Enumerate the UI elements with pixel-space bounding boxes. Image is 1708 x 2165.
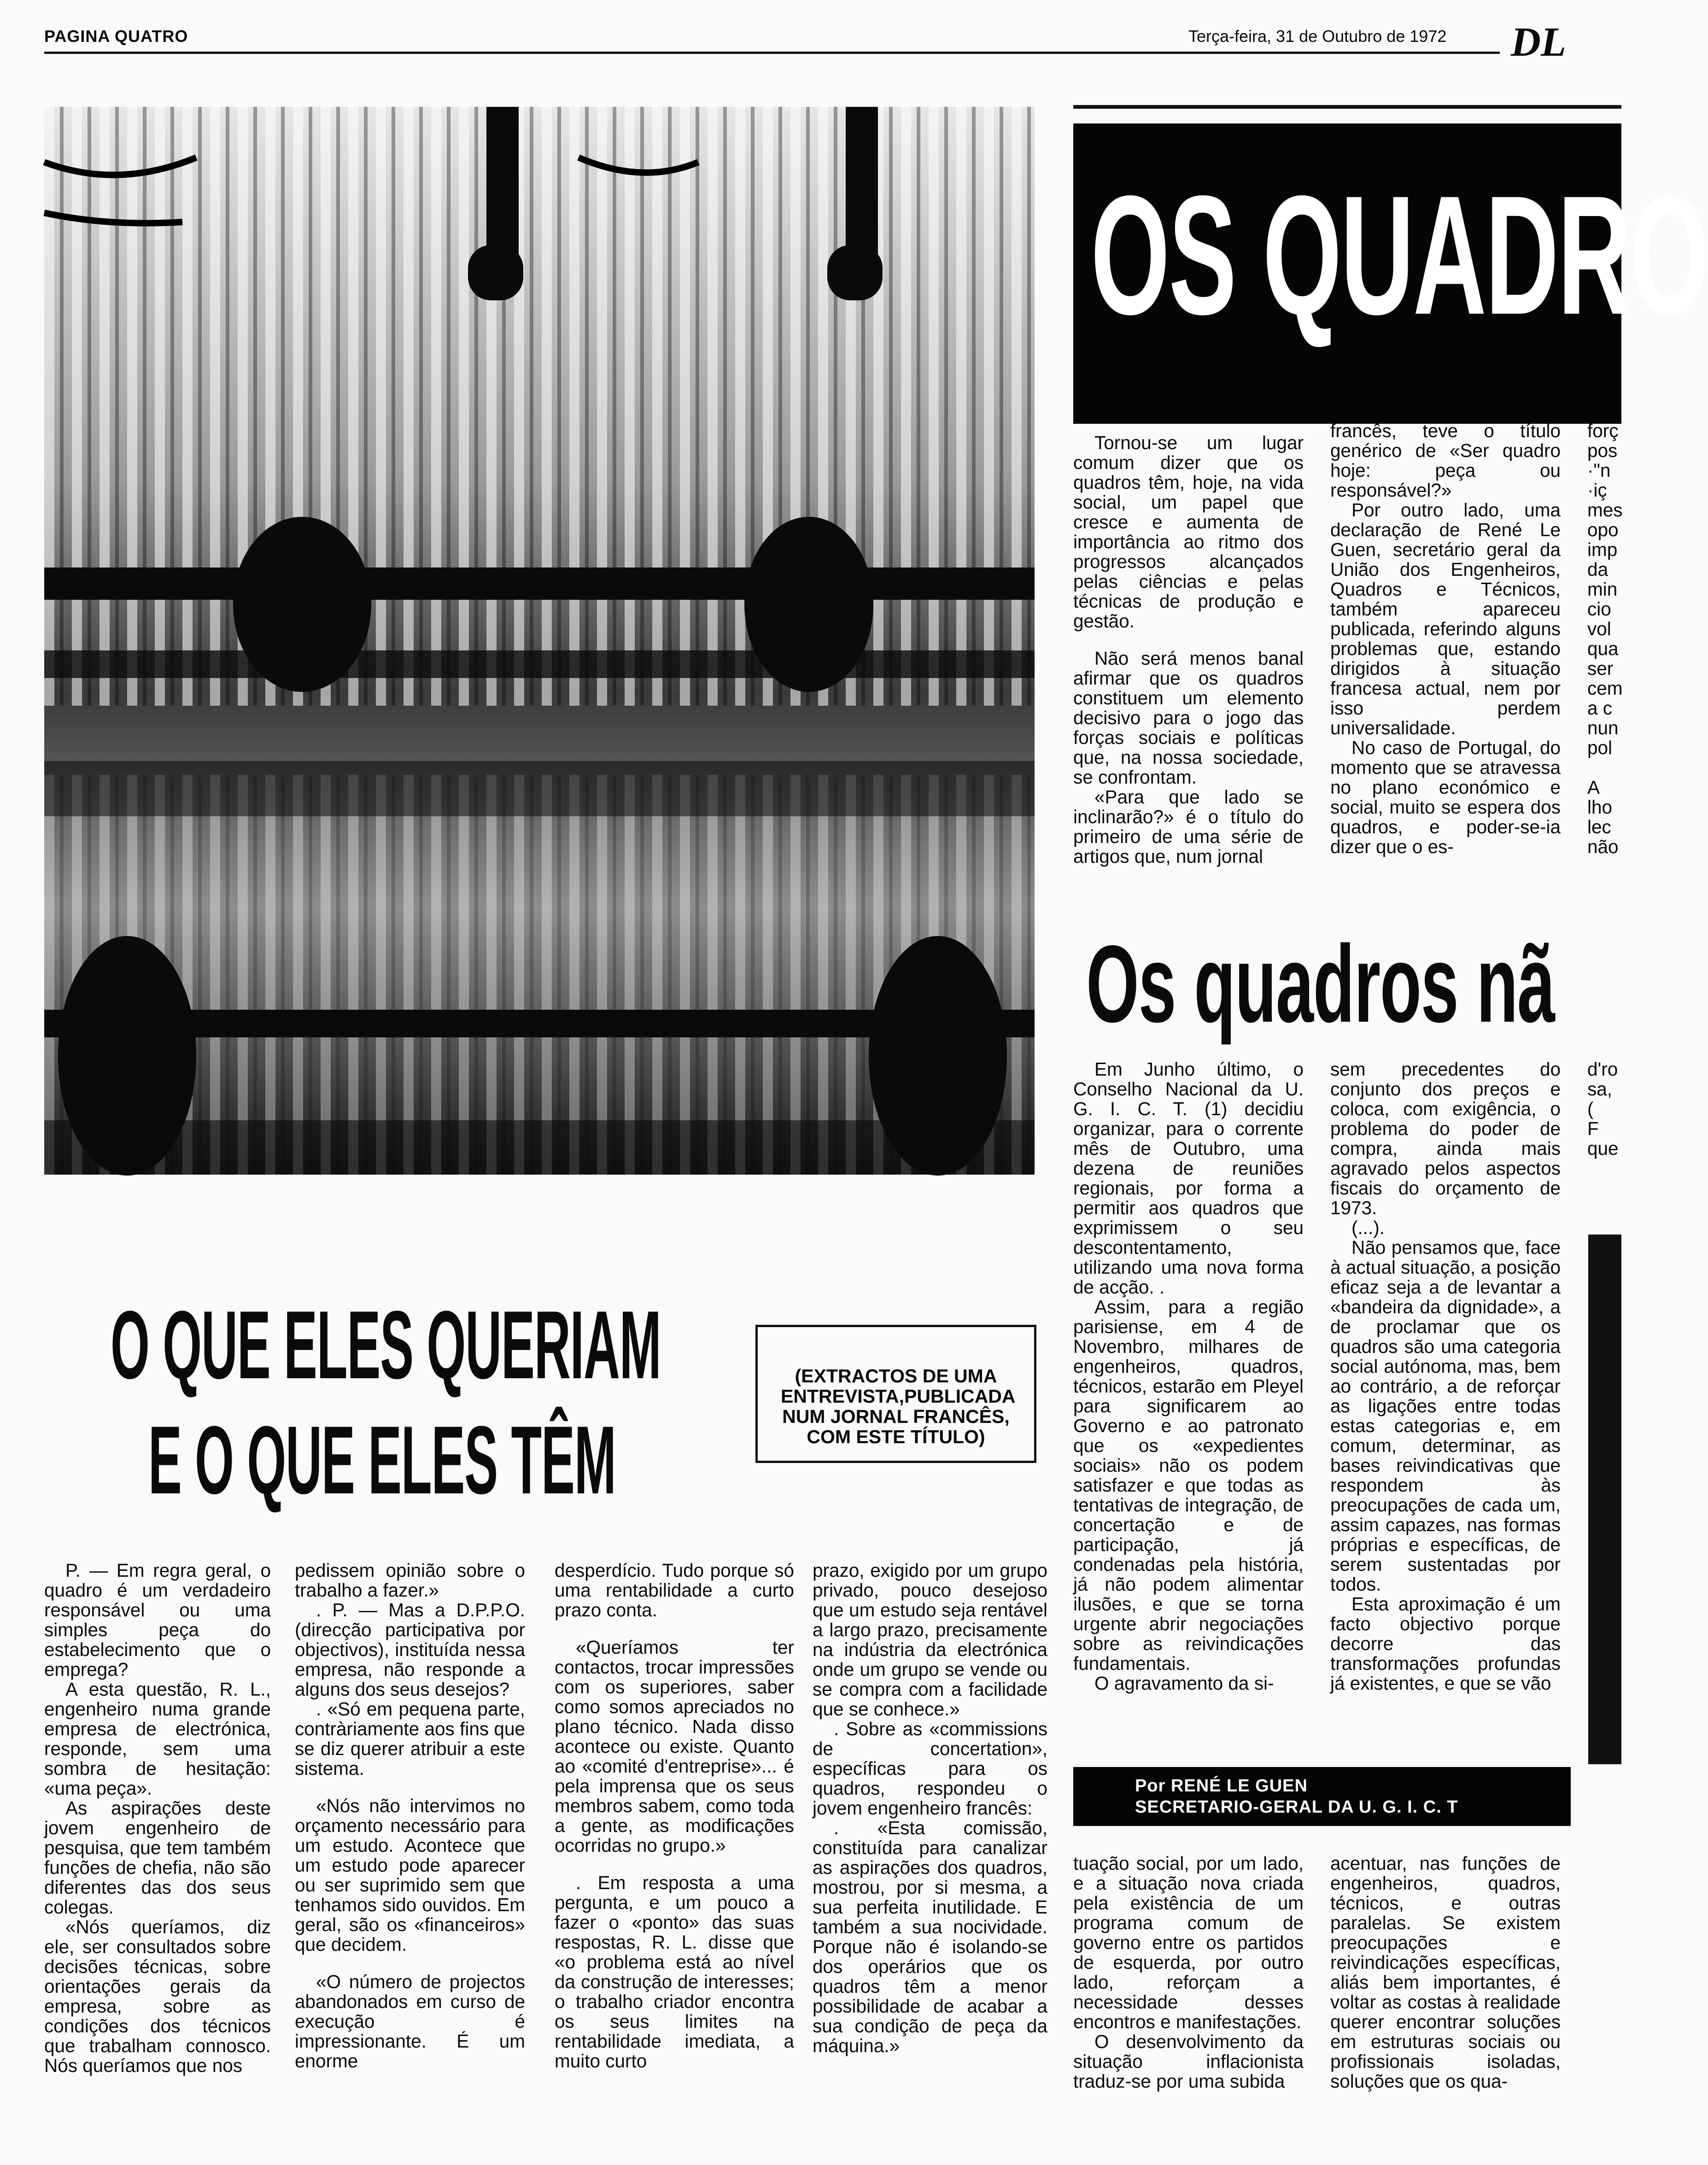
paragraph: tuação social, por um lado, e a situação nova criada pela existência de um programa comum de governo entre os partidos de esquerda, por outro lado, reforçam a necessidade desses encontros e manifestações. [1073,1853,1304,2032]
second-story-column-1 [1073,1059,1304,1693]
clipped-line: cio [1587,598,1611,620]
clipped-line: pol [1587,737,1613,758]
clipped-line: lho [1587,796,1613,818]
clipped-line: nun [1587,717,1619,738]
header-rule [44,52,1500,54]
paragraph: . Em resposta a uma pergunta, e um pouco a fazer o «ponto» das suas respostas, R. L. disse que «o problema está ao nível da construção de interesses; o trabalho criador encontra os seus limites na rentabilidade imediata, a muito curto [555,1872,794,2071]
interview-headline-block [111,1291,700,1552]
second-story-lower-column-1 [1073,1854,1304,2091]
newspaper-logo: DL [1511,19,1566,65]
paragraph: francês, teve o título genérico de «Ser quadro hoje: peça ou responsável?» [1330,420,1561,501]
paragraph: No caso de Portugal, do momento que se atravessa no plano económico e social, muito se espera dos quadros, e poder-se-ia dizer que o es- [1330,737,1561,857]
clipped-line: ·iç [1587,480,1607,501]
clipped-line: sa, [1587,1078,1613,1100]
paragraph: prazo, exigido por um grupo privado, pouco desejoso que um estudo seja rentável a largo prazo, precisamente na indústria da electrónica onde um grupo se vende ou se compra com a facilidade que se conhece.» [813,1560,1047,1720]
paragraph: P. — Em regra geral, o quadro é um verdadeiro responsável ou uma simples peça do estabelecimento que o emprega? [44,1560,271,1680]
top-headline: OS QUADRO [1091,160,1708,350]
interview-headline-line-1: O QUE ELES QUERIAM [111,1291,661,1399]
paragraph: «Nós queríamos, diz ele, ser consultados sobre decisões técnicas, sobre orientações gerais da empresa, sobre as condições dos técnicos que trabalham connosco. Nós queríamos que nos [44,1916,271,2076]
clipped-line: qua [1587,638,1619,659]
second-headline-box [1073,921,1621,1050]
paragraph: . «Esta comissão, constituída para canalizar as aspirações dos quadros, mostrou, por si mesma, a sua perfeita inutilidade. E também a sua nocividade. Porque não é isolando-se dos operários que os quadros têm a menor possibilidade de acabar a sua condição de peça da máquina.» [813,1817,1047,2056]
interview-column-2 [295,1561,525,2071]
edge-photo-fragment [1588,1235,1621,1764]
clipped-line: da [1587,559,1609,580]
paragraph: Assim, para a região parisiense, em 4 de Novembro, milhares de engenheiros, quadros, técnicos, estarão em Pleyel para significarem ao Governo e ao patronato que os «expedientes sociais» não os podem satisfazer e que todas as tentativas de integração, de concertação e de participação, já condenadas pela história, já não podem alimentar ilusões, e que se torna urgente abrir negociações sobre as reivindicações fundamentais. [1073,1296,1304,1674]
byline-author: Por RENÉ LE GUEN [1135,1776,1308,1796]
clipped-line: imp [1587,539,1618,560]
clipped-line: não [1587,836,1619,857]
clipped-line: min [1587,579,1618,600]
top-story-column-1 [1073,433,1304,866]
top-rule [1073,105,1621,109]
paragraph: Em Junho último, o Conselho Nacional da U. G. I. C. T. (1) decidiu organizar, para o corrente mês de Outubro, uma dezena de reuniões regionais, por forma a permitir aos quadros que exprimissem o seu descontentamento, utilizando uma nova forma de acção. . [1073,1059,1304,1298]
paragraph: As aspirações deste jovem engenheiro de pesquisa, que tem também funções de chefia, não são diferentes das dos seus colegas. [44,1797,271,1918]
paragraph: Esta aproximação é um facto objectivo porque decorre das transformações profundas já existentes, e que se vão [1330,1593,1561,1694]
extract-note: (EXTRACTOS DE UMA ENTREVISTA,PUBLICADA NUM JORNAL FRANCÊS, COM ESTE TÍTULO) [781,1365,1016,1447]
paragraph: O desenvolvimento da situação inflacionista traduz-se por uma subida [1073,2031,1304,2092]
clipped-line: ( [1587,1098,1594,1119]
interview-column-3 [555,1561,794,2071]
paragraph: pedissem opinião sobre o trabalho a fazer.» [295,1560,525,1601]
clipped-line: cem [1587,678,1623,699]
second-story-column-3 [1587,1059,1621,1159]
clipped-line: d'ro [1587,1059,1618,1080]
clipped-line: que [1587,1138,1619,1159]
paragraph: acentuar, nas funções de engenheiros, quadros, técnicos, e outras paralelas. Se existem preocupações e reivindicações específicas, aliás bem importantes, é voltar as costas à realidade querer encontrar soluções em estruturas sociais ou profissionais isoladas, soluções que os qua- [1330,1853,1561,2092]
clipped-line: A [1587,777,1600,798]
clipped-line: a c [1587,697,1613,719]
paragraph: «Queríamos ter contactos, trocar impressões com os superiores, saber como somos apreciados no plano técnico. Nada disso acontece ou existe. Quanto ao «comité d'entreprise»... é pela imprensa que os seus membros sabem, como toda a gente, as modificações ocorridas no grupo.» [555,1637,794,1856]
paragraph: sem precedentes do conjunto dos preços e coloca, com exigência, o problema do poder de compra, ainda mais agravado pelos aspectos fiscais do orçamento de 1973. [1330,1059,1561,1218]
clipped-line: vol [1587,618,1611,639]
paragraph: Por outro lado, uma declaração de René Le Guen, secretário geral da União dos Engenheiros, Quadros e Técnicos, também apareceu publicada, referindo alguns problemas que, estando dirigidos à situação francesa actual, nem por isso perdem universalidade. [1330,499,1561,738]
paragraph: Tornou-se um lugar comum dizer que os quadros têm, hoje, na vida social, um papel que cresce e aumenta de importância ao ritmo dos progressos alcançados pelas ciências e pelas técnicas de produção e gestão. [1073,432,1304,632]
clipped-line: lec [1587,816,1611,837]
second-headline: Os quadros nã [1086,923,1555,1045]
clipped-line [1587,758,1621,778]
paragraph: «O número de projectos abandonados em curso de execução é impressionante. É um enorme [295,1971,525,2071]
clipped-line: forç [1587,420,1619,441]
byline-title: SECRETARIO-GERAL DA U. G. I. C. T [1135,1797,1458,1817]
clipped-line: ·"n [1587,460,1611,481]
interview-headline-line-2: E O QUE ELES TÊM [148,1406,616,1514]
issue-date: Terça-feira, 31 de Outubro de 1972 [1188,27,1447,46]
machinery-photo-graphic [44,107,1035,1175]
paragraph: (...). [1351,1217,1385,1238]
paragraph: . «Só em pequena parte, contràriamente aos fins que se diz querer atribuir a este sistema. [295,1698,525,1779]
top-story-column-2 [1330,421,1561,857]
paragraph: desperdício. Tudo porque só uma rentabilidade a curto prazo conta. [555,1560,794,1621]
clipped-line: mes [1587,499,1623,521]
headline-banner [1073,123,1708,424]
interview-column-4 [813,1561,1047,2056]
clipped-line: pos [1587,440,1618,461]
paragraph: O agravamento da si- [1094,1673,1274,1694]
byline-bar [1073,1767,1571,1826]
clipped-line: opo [1587,519,1619,540]
extract-note-box [755,1325,1036,1463]
paragraph: A esta questão, R. L., engenheiro numa grande empresa de electrónica, responde, sem uma sombra de hesitação: «uma peça». [44,1679,271,1799]
paragraph: Não será menos banal afirmar que os quadros constituem um elemento decisivo para o jogo das forças sociais e políticas que, na nossa sociedade, se confrontam. [1073,648,1304,788]
second-story-column-2 [1330,1059,1561,1693]
machinery-photo [44,107,1035,1175]
section-label: PAGINA QUATRO [44,27,188,46]
paragraph: Não pensamos que, face à actual situação, a posição eficaz seja a de levantar a «bandeira da dignidade», a de proclamar que os quadros são uma categoria social autónoma, mas, bem ao contrário, a de reforçar as ligações entre todas estas categorias e, em comum, determinar, as bases reivindicativas que respondem às preocupações de cada um, assim capazes, nas formas próprias e específicas, de serem sustentadas por todos. [1330,1237,1561,1595]
clipped-line: F [1587,1118,1599,1139]
clipped-line: ser [1587,658,1614,679]
paragraph: «Nós não intervimos no orçamento necessário para um estudo. Acontece que um estudo pode aparecer ou ser suprimido sem que tenhamos sido ouvidos. Em geral, são os «financeiros» que decidem. [295,1795,525,1955]
paragraph: «Para que lado se inclinarão?» é o título do primeiro de uma série de artigos que, num jornal [1073,786,1304,867]
paragraph: . P. — Mas a D.P.P.O. (direcção participativa por objectivos), instituída nessa empresa, não responde a alguns dos seus desejos? [295,1599,525,1700]
paragraph: . Sobre as «commissions de concertation», específicas para os quadros, respondeu o jovem engenheiro francês: [813,1718,1047,1819]
interview-column-1 [44,1561,271,2076]
second-story-lower-column-2 [1330,1854,1561,2091]
top-story-column-3 [1587,421,1621,857]
